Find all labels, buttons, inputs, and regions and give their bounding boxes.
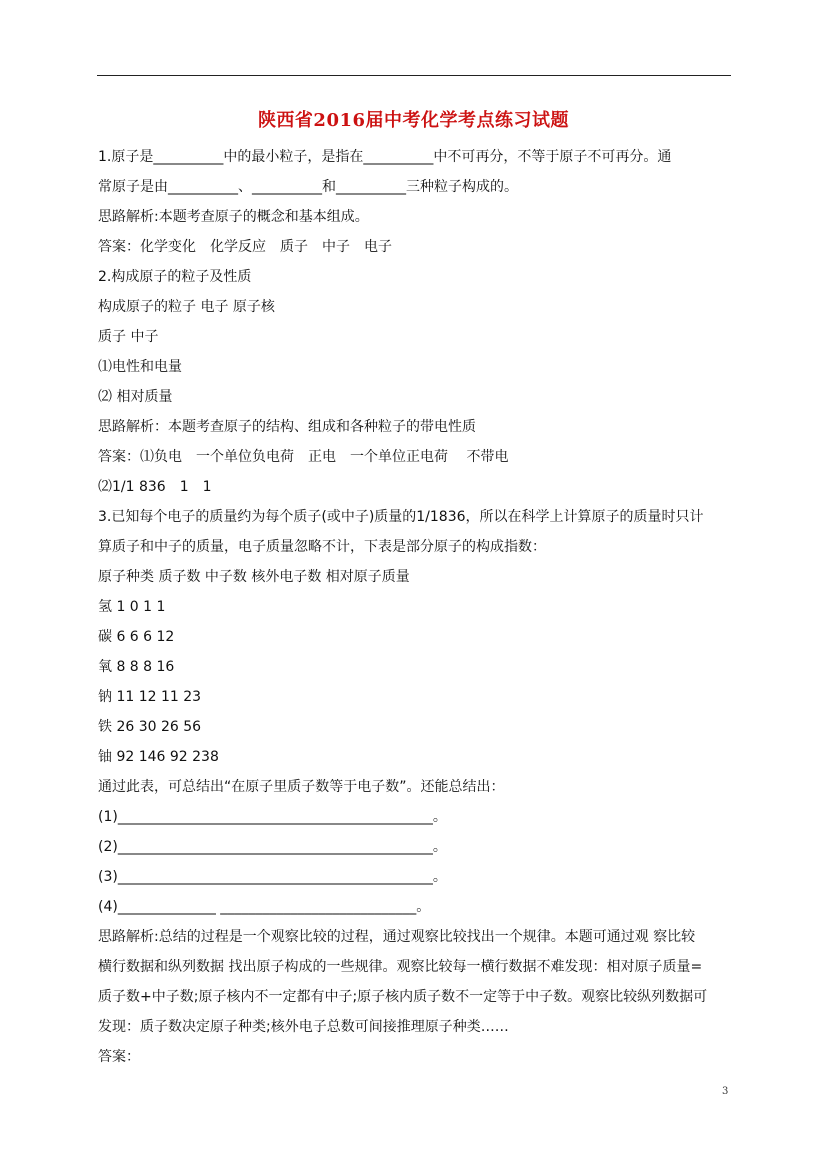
text-line: 铁 26 30 26 56 — [98, 719, 202, 735]
text-line: 思路解析:本题考查原子的概念和基本组成。 — [98, 209, 369, 225]
text-line: 铀 92 146 92 238 — [98, 749, 219, 765]
text-line: (3)_____________________________________________。 — [98, 869, 447, 885]
text-line: 思路解析:总结的过程是一个观察比较的过程，通过观察比较找出一个规律。本题可通过观 察比较 — [98, 929, 696, 945]
text-line: (2)_____________________________________________。 — [98, 839, 447, 855]
text-line: (1)_____________________________________________。 — [98, 809, 447, 825]
text-line: 答案： — [98, 1049, 140, 1065]
text-line: 1.原子是__________中的最小粒子，是指在__________中不可再分，不等于原子不可再分。通 — [98, 149, 672, 165]
text-line: ⑵1/1 836 1 1 — [98, 479, 212, 495]
text-line: 构成原子的粒子 电子 原子核 — [98, 299, 275, 315]
text-line: 原子种类 质子数 中子数 核外电子数 相对原子质量 — [98, 569, 410, 585]
text-line: 氧 8 8 8 16 — [98, 659, 175, 675]
text-line: 横行数据和纵列数据 找出原子构成的一些规律。观察比较每一横行数据不难发现：相对原子质量= — [98, 959, 703, 975]
text-line: ⑵ 相对质量 — [98, 389, 173, 405]
text-line: 算质子和中子的质量，电子质量忽略不计，下表是部分原子的构成指数： — [98, 539, 546, 555]
document-body — [98, 142, 732, 1072]
text-line: 质子 中子 — [98, 329, 159, 345]
text-line: 思路解析：本题考查原子的结构、组成和各种粒子的带电性质 — [98, 419, 476, 435]
text-line: 2.构成原子的粒子及性质 — [98, 269, 252, 285]
page-number: 3 — [722, 1086, 729, 1097]
text-line: 钠 11 12 11 23 — [98, 689, 202, 705]
text-line: 答案：化学变化 化学反应 质子 中子 电子 — [98, 239, 392, 255]
text-line: 碳 6 6 6 12 — [98, 629, 175, 645]
page-title: 陕西省2016届中考化学考点练习试题 — [257, 110, 570, 131]
text-line: 答案：⑴负电 一个单位负电荷 正电 一个单位正电荷 不带电 — [98, 449, 509, 465]
text-line: ⑴电性和电量 — [98, 359, 182, 375]
text-line: 通过此表，可总结出“在原子里质子数等于电子数”。还能总结出： — [98, 779, 505, 795]
text-line: 3.已知每个电子的质量约为每个质子(或中子)质量的1/1836，所以在科学上计算原子的质量时只计 — [98, 509, 704, 525]
text-line: 质子数+中子数;原子核内不一定都有中子;原子核内质子数不一定等于中子数。观察比较纵列数据可 — [98, 989, 708, 1005]
text-line: (4)______________ ____________________________。 — [98, 899, 431, 915]
text-line: 氢 1 0 1 1 — [98, 599, 166, 615]
header-rule — [97, 75, 731, 76]
text-line: 常原子是由__________、__________和__________三种粒子构成的。 — [98, 179, 518, 195]
text-line: 发现：质子数决定原子种类;核外电子总数可间接推理原子种类…… — [98, 1019, 509, 1035]
